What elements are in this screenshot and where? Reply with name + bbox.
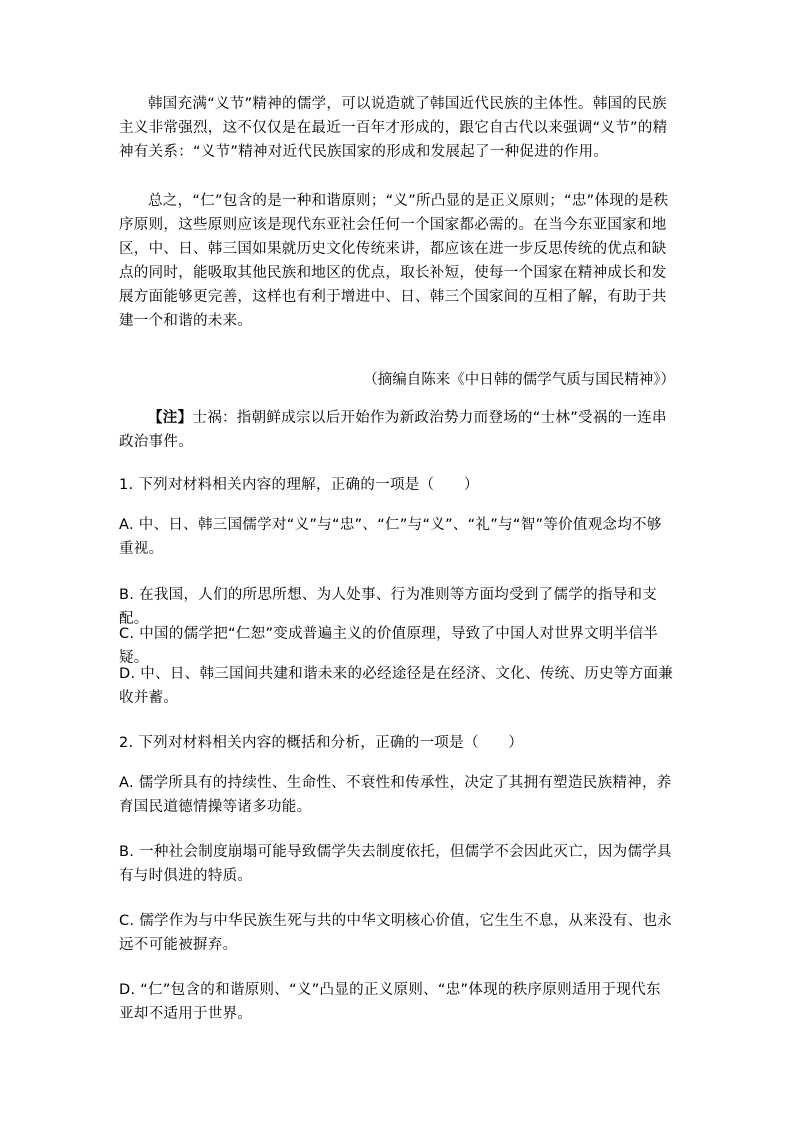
question-2-option-d: D. “仁”包含的和谐原则、“义”凸显的正义原则、“忠”体现的秩序原则适用于现代东亚却不适用于世界。 xyxy=(119,982,661,1022)
question-2-option-b: B. 一种社会制度崩塌可能导致儒学失去制度依托，但儒学不会因此灭亡，因为儒学具有与时俱进的特质。 xyxy=(119,844,672,884)
question-2-option-a: A. 儒学所具有的持续性、生命性、不衰性和传承性，决定了其拥有塑造民族精神，养育国民道德情操等诸多功能。 xyxy=(119,775,672,815)
question-1-stem: 1. 下列对材料相关内容的理解，正确的一项是（ ） xyxy=(119,477,479,493)
question-2-option-c: C. 儒学作为与中华民族生死与共的中华文明核心价值，它生生不息，从来没有、也永远不可能被摒弃。 xyxy=(119,913,673,953)
note-label: 【注】 xyxy=(148,410,193,426)
question-2-stem: 2. 下列对材料相关内容的概括和分析，正确的一项是（ ） xyxy=(119,735,524,751)
note-text: 士祸：指朝鲜成宗以后开始作为新政治势力而登场的“士林”受祸的一连串政治事件。 xyxy=(119,410,667,450)
passage-paragraph-1: 韩国充满“义节”精神的儒学，可以说造就了韩国近代民族的主体性。韩国的民族主义非常强烈，这不仅仅是在最近一百年才形成的，跟它自古代以来强调“义节”的精神有关系：“义节”精神对近代民族国家的形成和发展起了一种促进的作用。 xyxy=(119,96,668,160)
passage-note xyxy=(119,406,675,454)
passage-paragraph-2: 总之，“仁”包含的是一种和谐原则；“义”所凸显的是正义原则；“忠”体现的是秩序原则，这些原则应该是现代东亚社会任何一个国家都必需的。在当今东亚国家和地区，中、日、韩三国如果就历史文化传统来讲，都应该在进一步反思传统的优点和缺点的同时，能吸取其他民族和地区的优点，取长补短，使每一个国家在精神成长和发展方面能够更完善，这样也有利于增进中、日、韩三个国家间的互相了解，有助于共建一个和谐的未来。 xyxy=(119,193,669,329)
question-1-option-a: A. 中、日、韩三国儒学对“义”与“忠”、“仁”与“义”、“礼”与“智”等价值观念均不够重视。 xyxy=(119,517,662,557)
question-1-option-b: B. 在我国，人们的所思所想、为人处事、行为准则等方面均受到了儒学的指导和支配。 xyxy=(119,587,658,627)
question-1-option-d: D. 中、日、韩三国间共建和谐未来的必经途径是在经济、文化、传统、历史等方面兼收并蓄。 xyxy=(119,666,674,706)
question-1-option-c: C. 中国的儒学把“仁恕”变成普遍主义的价值原理，导致了中国人对世界文明半信半疑。 xyxy=(119,626,659,666)
passage-source: （摘编自陈来《中日韩的儒学气质与国民精神》） xyxy=(363,372,675,388)
